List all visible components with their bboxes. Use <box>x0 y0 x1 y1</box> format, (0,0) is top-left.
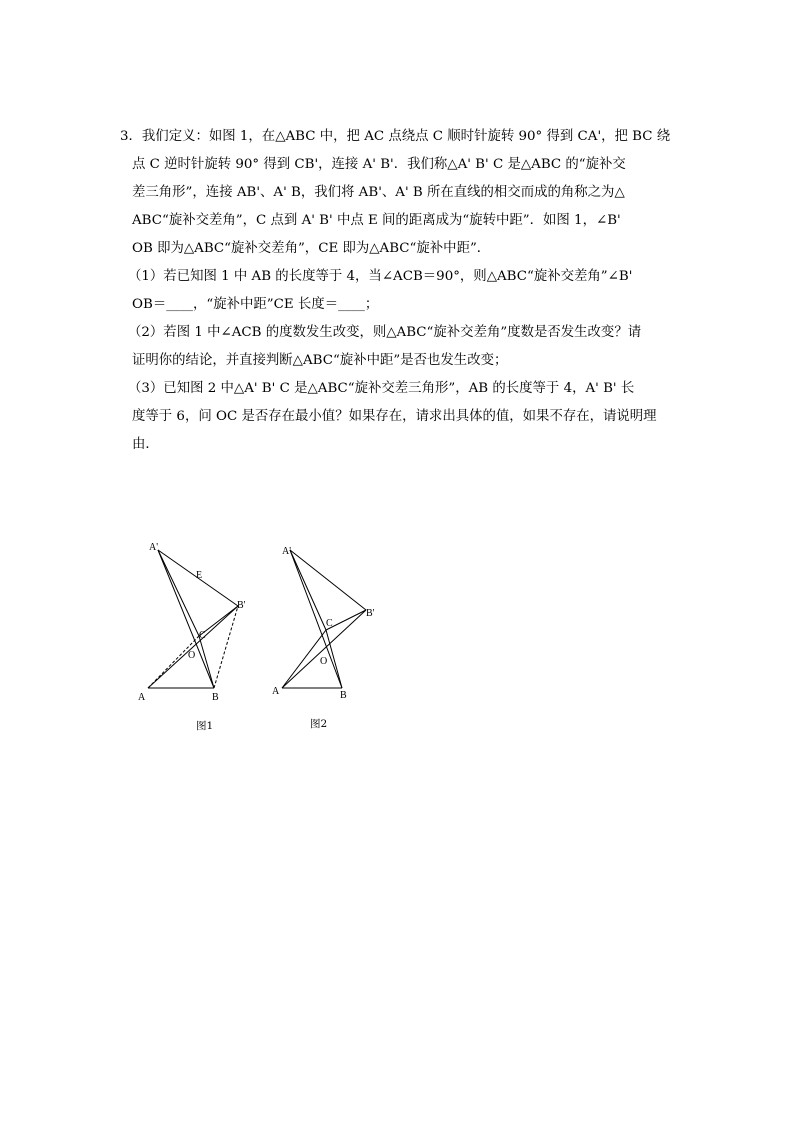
question-line-2: 点 C 逆时针旋转 90° 得到 CB'，连接 A' B'．我们称△A' B' C 是△ABC 的“旋补交 <box>132 157 626 172</box>
segment-a1-b <box>158 550 214 688</box>
label-b: B <box>340 690 347 701</box>
label-o: O <box>188 650 196 661</box>
label-c: C <box>326 618 333 629</box>
label-c: C <box>199 630 206 641</box>
question-part-3-line-1: （3）已知图 2 中△A' B' C 是△ABC“旋补交差三角形”，AB 的长度等于 4，A' B' 长 <box>128 381 635 396</box>
question-line-4: ABC“旋补交差角”，C 点到 A' B' 中点 E 间的距离成为“旋转中距”．如图 1，∠B' <box>132 213 621 228</box>
label-b: B <box>212 692 219 703</box>
label-b-prime: B' <box>237 600 246 611</box>
question-line-1: 3．我们定义：如图 1，在△ABC 中，把 AC 点绕点 C 顺时针旋转 90° 得到 CA'，把 BC 绕 <box>120 129 671 144</box>
question-part-2-line-2: 证明你的结论，并直接判断△ABC“旋补中距”是否也发生改变； <box>132 353 508 368</box>
question-part-1-line-1: （1）若已知图 1 中 AB 的长度等于 4，当∠ACB＝90°，则△ABC“旋补交差角”∠B' <box>128 269 633 284</box>
label-a-prime: A' <box>282 546 292 557</box>
question-line-5: OB 即为△ABC“旋补交差角”，CE 即为△ABC“旋补中距”． <box>132 241 491 256</box>
segment-a-b1 <box>148 606 238 688</box>
segment-c-b <box>326 630 342 688</box>
question-part-1-line-2: OB＝____，“旋补中距”CE 长度＝____； <box>132 297 379 312</box>
figure-1-caption: 图1 <box>196 720 214 732</box>
label-e: E <box>196 570 203 581</box>
question-line-3: 差三角形”，连接 AB'、A' B，我们将 AB'、A' B 所在直线的相交而成的角称之为△ <box>132 185 625 200</box>
figure-2-caption: 图2 <box>310 718 328 730</box>
label-a: A <box>272 686 280 697</box>
question-part-3-line-3: 由． <box>132 437 159 452</box>
segment-a-b1 <box>282 610 366 688</box>
segment-c-b <box>199 636 214 688</box>
question-part-2-line-1: （2）若图 1 中∠ACB 的度数发生改变，则△ABC“旋补交差角”度数是否发生改变？请 <box>128 325 642 340</box>
figure-1-diagram <box>130 530 260 710</box>
segment-a1-c <box>158 550 199 636</box>
label-o: O <box>320 656 328 667</box>
segment-a1-c <box>290 550 326 630</box>
segment-a-c-dashed <box>148 636 199 688</box>
label-b-prime: B' <box>366 608 375 619</box>
label-a-prime: A' <box>149 542 159 553</box>
figure-1 <box>130 530 260 714</box>
figure-2-diagram <box>262 530 392 710</box>
segment-b-b1-dashed <box>214 606 238 688</box>
figure-2 <box>262 530 392 714</box>
label-a: A <box>138 692 146 703</box>
question-part-3-line-2: 度等于 6，问 OC 是否存在最小值？如果存在，请求出具体的值，如果不存在，请说明理 <box>132 409 657 424</box>
